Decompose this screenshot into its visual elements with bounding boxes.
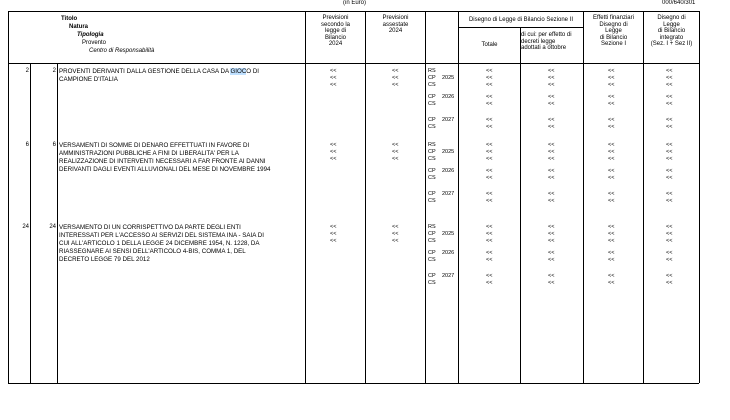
value-effetti: << [608,238,615,244]
value-previsioni: << [330,238,337,244]
value-totale: << [486,257,493,263]
value-assestate: << [392,82,399,88]
value-effetti: << [608,117,615,123]
header-natura: Natura [69,24,89,30]
value-totale: << [486,124,493,130]
value-previsioni: << [330,75,337,81]
value-totale: << [486,117,493,123]
value-integrato: << [666,82,673,88]
description-text: PROVENTI DERIVANTI DALLA GESTIONE DELLA CASA DA [59,68,231,75]
value-effetti: << [608,75,615,81]
value-di-cui: << [548,117,555,123]
value-integrato: << [666,168,673,174]
value-di-cui: << [548,149,555,155]
value-previsioni: << [330,231,337,237]
value-di-cui: << [548,101,555,107]
value-totale: << [486,175,493,181]
cash-code: CP [428,168,436,174]
value-integrato: << [666,224,673,230]
value-assestate: << [392,231,399,237]
value-effetti: << [608,257,615,263]
page-code: 000/640/301 [662,0,696,6]
value-totale: << [486,142,493,148]
row-description [59,68,302,84]
value-di-cui: << [548,191,555,197]
value-assestate: << [392,75,399,81]
year-label: 2027 [442,117,455,123]
units-note: (in Euro) [343,0,367,6]
header-tipologia: Tipologia [77,32,104,38]
value-di-cui: << [548,280,555,286]
value-totale: << [486,273,493,279]
row-number-b: 24 [49,224,56,230]
value-integrato: << [666,273,673,279]
header-di-cui: di cui: per effetto di decreti legge adottati a ottobre [521,32,572,52]
value-totale: << [486,94,493,100]
cash-code: CS [428,198,436,204]
cash-code: CS [428,101,436,107]
cash-code: CS [428,156,436,162]
value-effetti: << [608,142,615,148]
value-totale: << [486,280,493,286]
value-integrato: << [666,68,673,74]
cash-code: CP [428,75,436,81]
cash-code: RS [428,224,436,230]
value-effetti: << [608,191,615,197]
value-di-cui: << [548,175,555,181]
value-di-cui: << [548,68,555,74]
year-label: 2026 [442,168,455,174]
value-previsioni: << [330,149,337,155]
description-highlight: GIOC [230,68,247,75]
value-totale: << [486,101,493,107]
value-di-cui: << [548,273,555,279]
value-effetti: << [608,250,615,256]
value-previsioni: << [330,82,337,88]
value-di-cui: << [548,82,555,88]
value-effetti: << [608,224,615,230]
row-number-a: 2 [25,68,29,74]
value-di-cui: << [548,156,555,162]
cash-code: CP [428,94,436,100]
header-effetti-finanziari: Effetti finanziari Disegno di Legge di Bilancio Sezione I [593,15,634,48]
year-label: 2025 [442,75,455,81]
value-di-cui: << [548,231,555,237]
description-text: VERSAMENTI DI SOMME DI DENARO EFFETTUATI IN FAVORE DI AMMINISTRAZIONI PUBBLICHE A FINI DI LIBERALITA' PER LA REALIZZAZIONE DI INTERVENTI NECESSARI A FAR FRONTE AI DANNI DERIVANTI DAGLI EVENTI ALLUVIONALI DEL MESE DI NOVEMBRE 1994 [59,142,271,173]
value-integrato: << [666,198,673,204]
row-number-a: 24 [22,224,29,230]
value-totale: << [486,75,493,81]
value-assestate: << [392,149,399,155]
header-titolo: Titolo [61,16,78,22]
cash-code: RS [428,142,436,148]
header-provento: Provento [82,40,107,46]
value-effetti: << [608,175,615,181]
value-assestate: << [392,68,399,74]
row-description [59,224,302,264]
value-integrato: << [666,94,673,100]
cash-code: CP [428,250,436,256]
cash-code: RS [428,68,436,74]
row-number-b: 2 [52,68,56,74]
value-integrato: << [666,280,673,286]
value-previsioni: << [330,68,337,74]
cash-code: CP [428,273,436,279]
value-integrato: << [666,175,673,181]
value-di-cui: << [548,198,555,204]
value-integrato: << [666,117,673,123]
value-integrato: << [666,124,673,130]
value-totale: << [486,149,493,155]
value-effetti: << [608,149,615,155]
year-label: 2026 [442,94,455,100]
cash-code: CS [428,175,436,181]
value-integrato: << [666,231,673,237]
value-integrato: << [666,142,673,148]
value-assestate: << [392,156,399,162]
cash-code: CP [428,117,436,123]
row-number-a: 6 [25,142,29,148]
header-previsioni-assestate: Previsioni assestate 2024 [382,15,409,35]
value-di-cui: << [548,168,555,174]
value-assestate: << [392,224,399,230]
value-effetti: << [608,82,615,88]
value-totale: << [486,82,493,88]
row-number-b: 6 [52,142,56,148]
description-text: O DI CAMPIONE D'ITALIA [59,68,260,83]
value-assestate: << [392,238,399,244]
value-effetti: << [608,168,615,174]
header-disegno-sezione-ii: Disegno di Legge di Bilancio Sezione II [468,17,574,23]
cash-code: CP [428,231,436,237]
row-description [59,142,302,174]
value-integrato: << [666,75,673,81]
value-di-cui: << [548,257,555,263]
value-integrato: << [666,101,673,107]
year-label: 2027 [442,273,455,279]
cash-code: CS [428,280,436,286]
value-effetti: << [608,273,615,279]
value-totale: << [486,231,493,237]
value-totale: << [486,156,493,162]
value-effetti: << [608,94,615,100]
value-totale: << [486,191,493,197]
year-label: 2027 [442,191,455,197]
value-integrato: << [666,149,673,155]
year-label: 2026 [442,250,455,256]
cash-code: CS [428,238,436,244]
value-effetti: << [608,198,615,204]
year-label: 2025 [442,149,455,155]
value-integrato: << [666,156,673,162]
value-integrato: << [666,191,673,197]
value-assestate: << [392,142,399,148]
value-effetti: << [608,156,615,162]
value-di-cui: << [548,124,555,130]
cash-code: CP [428,191,436,197]
header-centro: Centro di Responsabilità [89,48,155,54]
value-previsioni: << [330,142,337,148]
value-previsioni: << [330,156,337,162]
value-di-cui: << [548,238,555,244]
cash-code: CP [428,149,436,155]
cash-code: CS [428,124,436,130]
value-effetti: << [608,124,615,130]
header-previsioni-legge: Previsioni secondo la legge di Bilancio 2024 [320,15,351,48]
description-text: VERSAMENTO DI UN CORRISPETTIVO DA PARTE DEGLI ENTI INTERESSATI PER L'ACCESSO AI SERVIZI DEL SISTEMA INA - SAIA DI CUI ALL'ARTICOLO 1 DELLA LEGGE 24 DICEMBRE 1954, N. 1228, DA RIASSEGNARE AI SENSI DELL'ARTICOLO 4-BIS, COMMA 1, DEL DECRETO LEGGE 79 DEL 2012 [59,224,264,263]
header-integrato: Disegno di Legge di Bilancio integrato (Sez. I + Sez II) [650,15,693,48]
value-totale: << [486,250,493,256]
cash-code: CS [428,82,436,88]
value-effetti: << [608,68,615,74]
value-di-cui: << [548,75,555,81]
value-integrato: << [666,257,673,263]
value-totale: << [486,238,493,244]
value-di-cui: << [548,250,555,256]
value-effetti: << [608,101,615,107]
value-previsioni: << [330,224,337,230]
value-totale: << [486,224,493,230]
value-di-cui: << [548,224,555,230]
value-di-cui: << [548,142,555,148]
value-totale: << [486,198,493,204]
year-label: 2025 [442,231,455,237]
value-totale: << [486,168,493,174]
value-totale: << [486,68,493,74]
value-effetti: << [608,231,615,237]
cash-code: CS [428,257,436,263]
value-integrato: << [666,250,673,256]
header-totale: Totale [481,42,498,48]
value-di-cui: << [548,94,555,100]
value-effetti: << [608,280,615,286]
value-integrato: << [666,238,673,244]
